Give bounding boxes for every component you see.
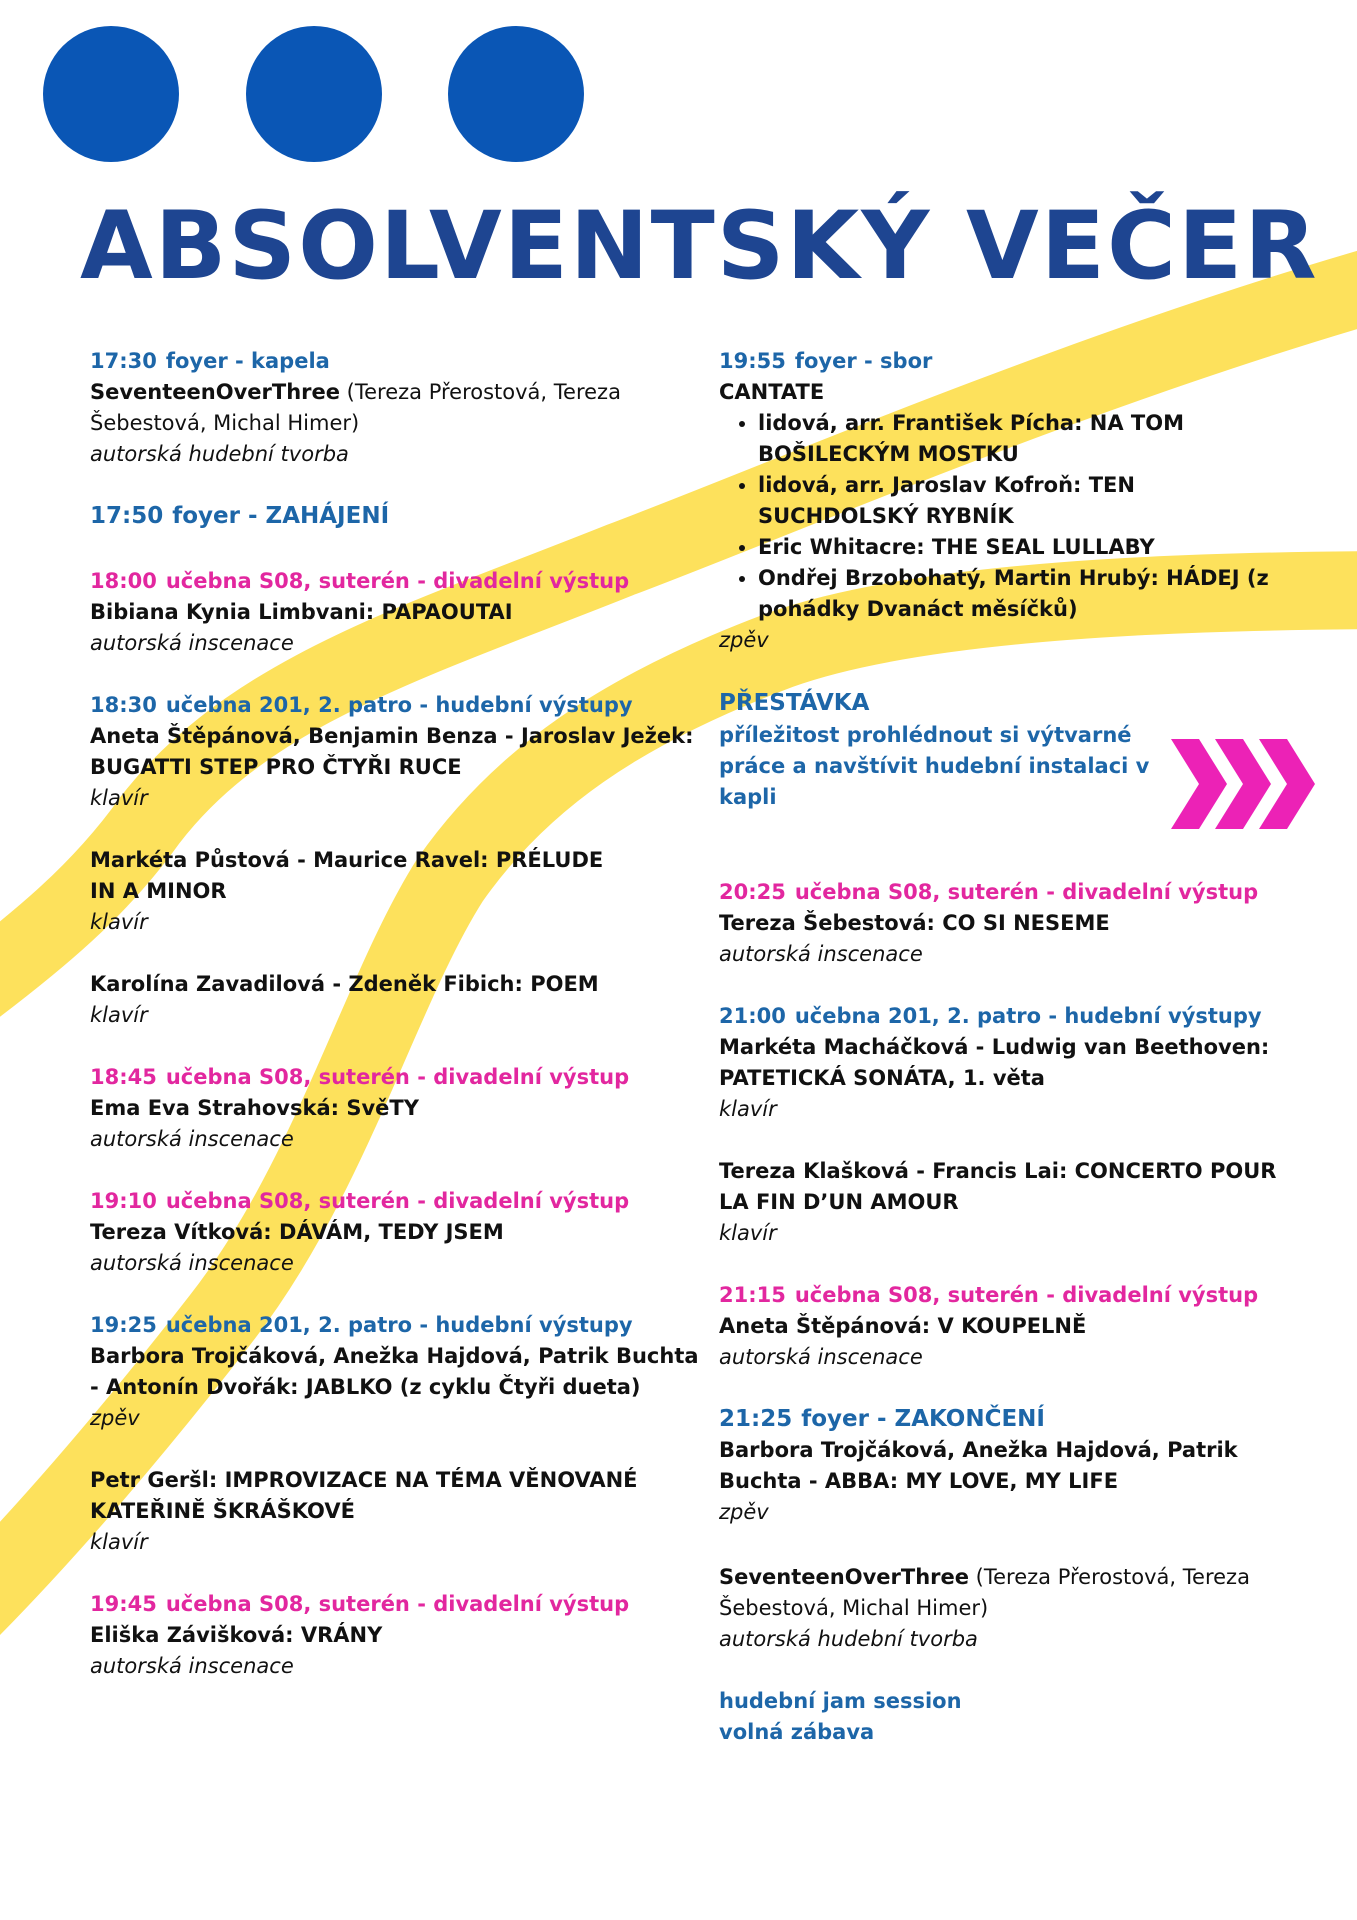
entry-category: klavír xyxy=(90,786,148,810)
closing-note: volná zábava xyxy=(719,1720,875,1744)
entry-line xyxy=(90,1465,710,1496)
program-entry xyxy=(90,690,710,814)
entry-line xyxy=(90,1496,710,1527)
entry-line xyxy=(719,1063,1279,1094)
entry-line xyxy=(719,1435,1279,1466)
entry-location: foyer - ZAHÁJENÍ xyxy=(172,503,390,529)
program-entry xyxy=(719,1404,1279,1528)
song-item: • lidová, arr. František Pícha: NA TOM BOŠILECKÝM MOSTKU xyxy=(758,408,1279,470)
entry-location: učebna 201, 2. patro - hudební výstupy xyxy=(165,693,633,717)
entry-time: 17:30 xyxy=(90,349,157,373)
performer-text: Barbora Trojčáková, Anežka Hajdová, Patrik Buchta xyxy=(90,1344,699,1368)
song-item: • Eric Whitacre: THE SEAL LULLABY xyxy=(758,532,1279,563)
entry-time: 19:45 xyxy=(90,1592,157,1616)
decorative-dot-3 xyxy=(448,26,584,162)
entry-location: učebna S08, suterén - divadelní výstup xyxy=(165,1592,630,1616)
program-entry-choir xyxy=(719,346,1279,656)
performer-text: Buchta - ABBA: MY LOVE, MY LIFE xyxy=(719,1469,1119,1493)
chevron-arrow-1 xyxy=(1171,739,1227,829)
entry-line xyxy=(90,721,710,752)
performer-text: IN A MINOR xyxy=(90,879,227,903)
entry-line xyxy=(90,1093,710,1124)
performer-text: PATETICKÁ SONÁTA, 1. věta xyxy=(719,1066,1045,1090)
entry-location: učebna 201, 2. patro - hudební výstupy xyxy=(165,1313,633,1337)
performer-text: SeventeenOverThree xyxy=(90,380,340,404)
entry-category: autorská inscenace xyxy=(90,631,294,655)
entry-time: 21:15 xyxy=(719,1283,786,1307)
program-entry xyxy=(719,1001,1279,1125)
entry-heading xyxy=(90,1186,710,1217)
entry-category: autorská inscenace xyxy=(719,942,923,966)
entry-heading xyxy=(90,1310,710,1341)
program-entry xyxy=(90,501,710,532)
entry-line xyxy=(90,1372,710,1403)
performer-text: Markéta Macháčková - Ludwig van Beethoven: xyxy=(719,1035,1270,1059)
choir-name: CANTATE xyxy=(719,380,825,404)
decorative-dot-1 xyxy=(43,26,179,162)
entry-category: klavír xyxy=(90,910,148,934)
entry-heading xyxy=(90,566,710,597)
entry-category: klavír xyxy=(90,1003,148,1027)
entry-line xyxy=(719,1466,1279,1497)
performer-text: - Antonín Dvořák: JABLKO (z cyklu Čtyři dueta) xyxy=(90,1375,641,1399)
intermission-title: PŘESTÁVKA xyxy=(719,690,870,716)
song-item: • Ondřej Brzobohatý, Martin Hrubý: HÁDEJ (z pohádky Dvanáct měsíčků) xyxy=(758,563,1279,625)
entry-category: zpěv xyxy=(90,1406,140,1430)
entry-line xyxy=(90,597,710,628)
entry-line xyxy=(90,752,710,783)
performer-text: Ema Eva Strahovská: SvěTY xyxy=(90,1096,419,1120)
entry-category: autorská inscenace xyxy=(90,1251,294,1275)
entry-line xyxy=(719,908,1279,939)
entry-heading xyxy=(90,501,710,532)
entry-time: 19:25 xyxy=(90,1313,157,1337)
performer-text: SeventeenOverThree xyxy=(719,1565,969,1589)
program-entry xyxy=(90,1465,710,1558)
decorative-dot-2 xyxy=(246,26,382,162)
performer-members: (Tereza Přerostová, Tereza Šebestová, Michal Himer) xyxy=(719,1565,1250,1620)
entry-category: zpěv xyxy=(719,628,769,652)
program-entry xyxy=(719,877,1279,970)
program-entry xyxy=(90,969,710,1031)
performer-text: Petr Geršl: IMPROVIZACE NA TÉMA VĚNOVANÉ xyxy=(90,1468,638,1492)
closing-notes xyxy=(719,1686,1279,1748)
entry-time: 19:10 xyxy=(90,1189,157,1213)
program-entry xyxy=(90,1589,710,1682)
entry-heading xyxy=(90,1589,710,1620)
entry-category: autorská inscenace xyxy=(719,1345,923,1369)
performer-members: (Tereza Přerostová, Tereza Šebestová, Michal Himer) xyxy=(90,380,621,435)
entry-heading xyxy=(719,1404,1279,1435)
entry-heading xyxy=(90,690,710,721)
entry-time: 20:25 xyxy=(719,880,786,904)
entry-location: foyer - kapela xyxy=(165,349,330,373)
song-item: • lidová, arr. Jaroslav Kofroň: TEN SUCHDOLSKÝ RYBNÍK xyxy=(758,470,1279,532)
performer-text: Aneta Štěpánová, Benjamin Benza - Jaroslav Ježek: xyxy=(90,724,694,748)
entry-line xyxy=(90,1217,710,1248)
entry-time: 18:00 xyxy=(90,569,157,593)
performer-text: Markéta Půstová - Maurice Ravel: PRÉLUDE xyxy=(90,848,604,872)
program-entry xyxy=(90,1062,710,1155)
entry-line xyxy=(90,845,710,876)
closing-note: hudební jam session xyxy=(719,1689,962,1713)
performer-text: BUGATTI STEP PRO ČTYŘI RUCE xyxy=(90,755,462,779)
performer-text: Barbora Trojčáková, Anežka Hajdová, Patrik xyxy=(719,1438,1238,1462)
entry-heading xyxy=(719,877,1279,908)
entry-location: učebna 201, 2. patro - hudební výstupy xyxy=(794,1004,1262,1028)
program-entry xyxy=(90,1186,710,1279)
entry-heading xyxy=(90,346,710,377)
program-right-list xyxy=(719,877,1279,1655)
entry-location: učebna S08, suterén - divadelní výstup xyxy=(165,1065,630,1089)
performer-text: Tereza Klašková - Francis Lai: CONCERTO POUR xyxy=(719,1159,1277,1183)
entry-line xyxy=(90,969,710,1000)
entry-time: 18:45 xyxy=(90,1065,157,1089)
entry-category: autorská hudební tvorba xyxy=(719,1627,978,1651)
entry-location: učebna S08, suterén - divadelní výstup xyxy=(794,1283,1259,1307)
entry-time: 21:25 xyxy=(719,1406,793,1432)
entry-category: klavír xyxy=(719,1221,777,1245)
entry-category: autorská inscenace xyxy=(90,1127,294,1151)
entry-category: autorská inscenace xyxy=(90,1654,294,1678)
entry-time: 18:30 xyxy=(90,693,157,717)
entry-heading xyxy=(90,1062,710,1093)
entry-location: učebna S08, suterén - divadelní výstup xyxy=(165,1189,630,1213)
performer-text: Karolína Zavadilová - Zdeněk Fibich: POEM xyxy=(90,972,599,996)
program-entry xyxy=(90,845,710,938)
entry-line xyxy=(90,377,710,439)
entry-heading xyxy=(719,346,1279,377)
entry-category: klavír xyxy=(90,1530,148,1554)
song-list xyxy=(719,408,1279,625)
performer-text: LA FIN D’UN AMOUR xyxy=(719,1190,959,1214)
program-entry xyxy=(719,1156,1279,1249)
entry-line xyxy=(90,1620,710,1651)
chevron-arrows-icon xyxy=(1171,739,1319,829)
entry-category: zpěv xyxy=(719,1500,769,1524)
entry-heading xyxy=(719,1001,1279,1032)
entry-location: foyer - sbor xyxy=(794,349,933,373)
entry-time: 17:50 xyxy=(90,503,164,529)
entry-time: 19:55 xyxy=(719,349,786,373)
program-left-column xyxy=(90,346,710,1713)
program-entry xyxy=(90,1310,710,1434)
entry-line xyxy=(719,1311,1279,1342)
entry-line xyxy=(90,876,710,907)
performer-text: Tereza Šebestová: CO SI NESEME xyxy=(719,911,1110,935)
performer-text: Aneta Štěpánová: V KOUPELNĚ xyxy=(719,1314,1087,1338)
entry-category: klavír xyxy=(719,1097,777,1121)
entry-location: foyer - ZAKONČENÍ xyxy=(801,1406,1045,1432)
program-entry xyxy=(90,566,710,659)
page-title: ABSOLVENTSKÝ VEČER xyxy=(80,192,1319,301)
program-entry xyxy=(719,1280,1279,1373)
entry-line xyxy=(90,1341,710,1372)
program-right-column xyxy=(719,346,1279,1779)
entry-heading xyxy=(719,1280,1279,1311)
performer-text: Tereza Vítková: DÁVÁM, TEDY JSEM xyxy=(90,1220,504,1244)
entry-location: učebna S08, suterén - divadelní výstup xyxy=(794,880,1259,904)
entry-line xyxy=(719,1187,1279,1218)
entry-line xyxy=(719,1562,1279,1624)
intermission-note: příležitost prohlédnout si výtvarné práce a navštívit hudební instalaci v kapli xyxy=(719,723,1150,809)
performer-text: Bibiana Kynia Limbvani: PAPAOUTAI xyxy=(90,600,513,624)
performer-text: KATEŘINĚ ŠKRÁŠKOVÉ xyxy=(90,1499,355,1523)
program-entry xyxy=(90,346,710,470)
entry-line xyxy=(719,1156,1279,1187)
program-entry xyxy=(719,1562,1279,1655)
entry-category: autorská hudební tvorba xyxy=(90,442,349,466)
performer-text: Eliška Závišková: VRÁNY xyxy=(90,1623,383,1647)
intermission-block xyxy=(719,687,1279,813)
entry-location: učebna S08, suterén - divadelní výstup xyxy=(165,569,630,593)
entry-time: 21:00 xyxy=(719,1004,786,1028)
entry-line xyxy=(719,1032,1279,1063)
